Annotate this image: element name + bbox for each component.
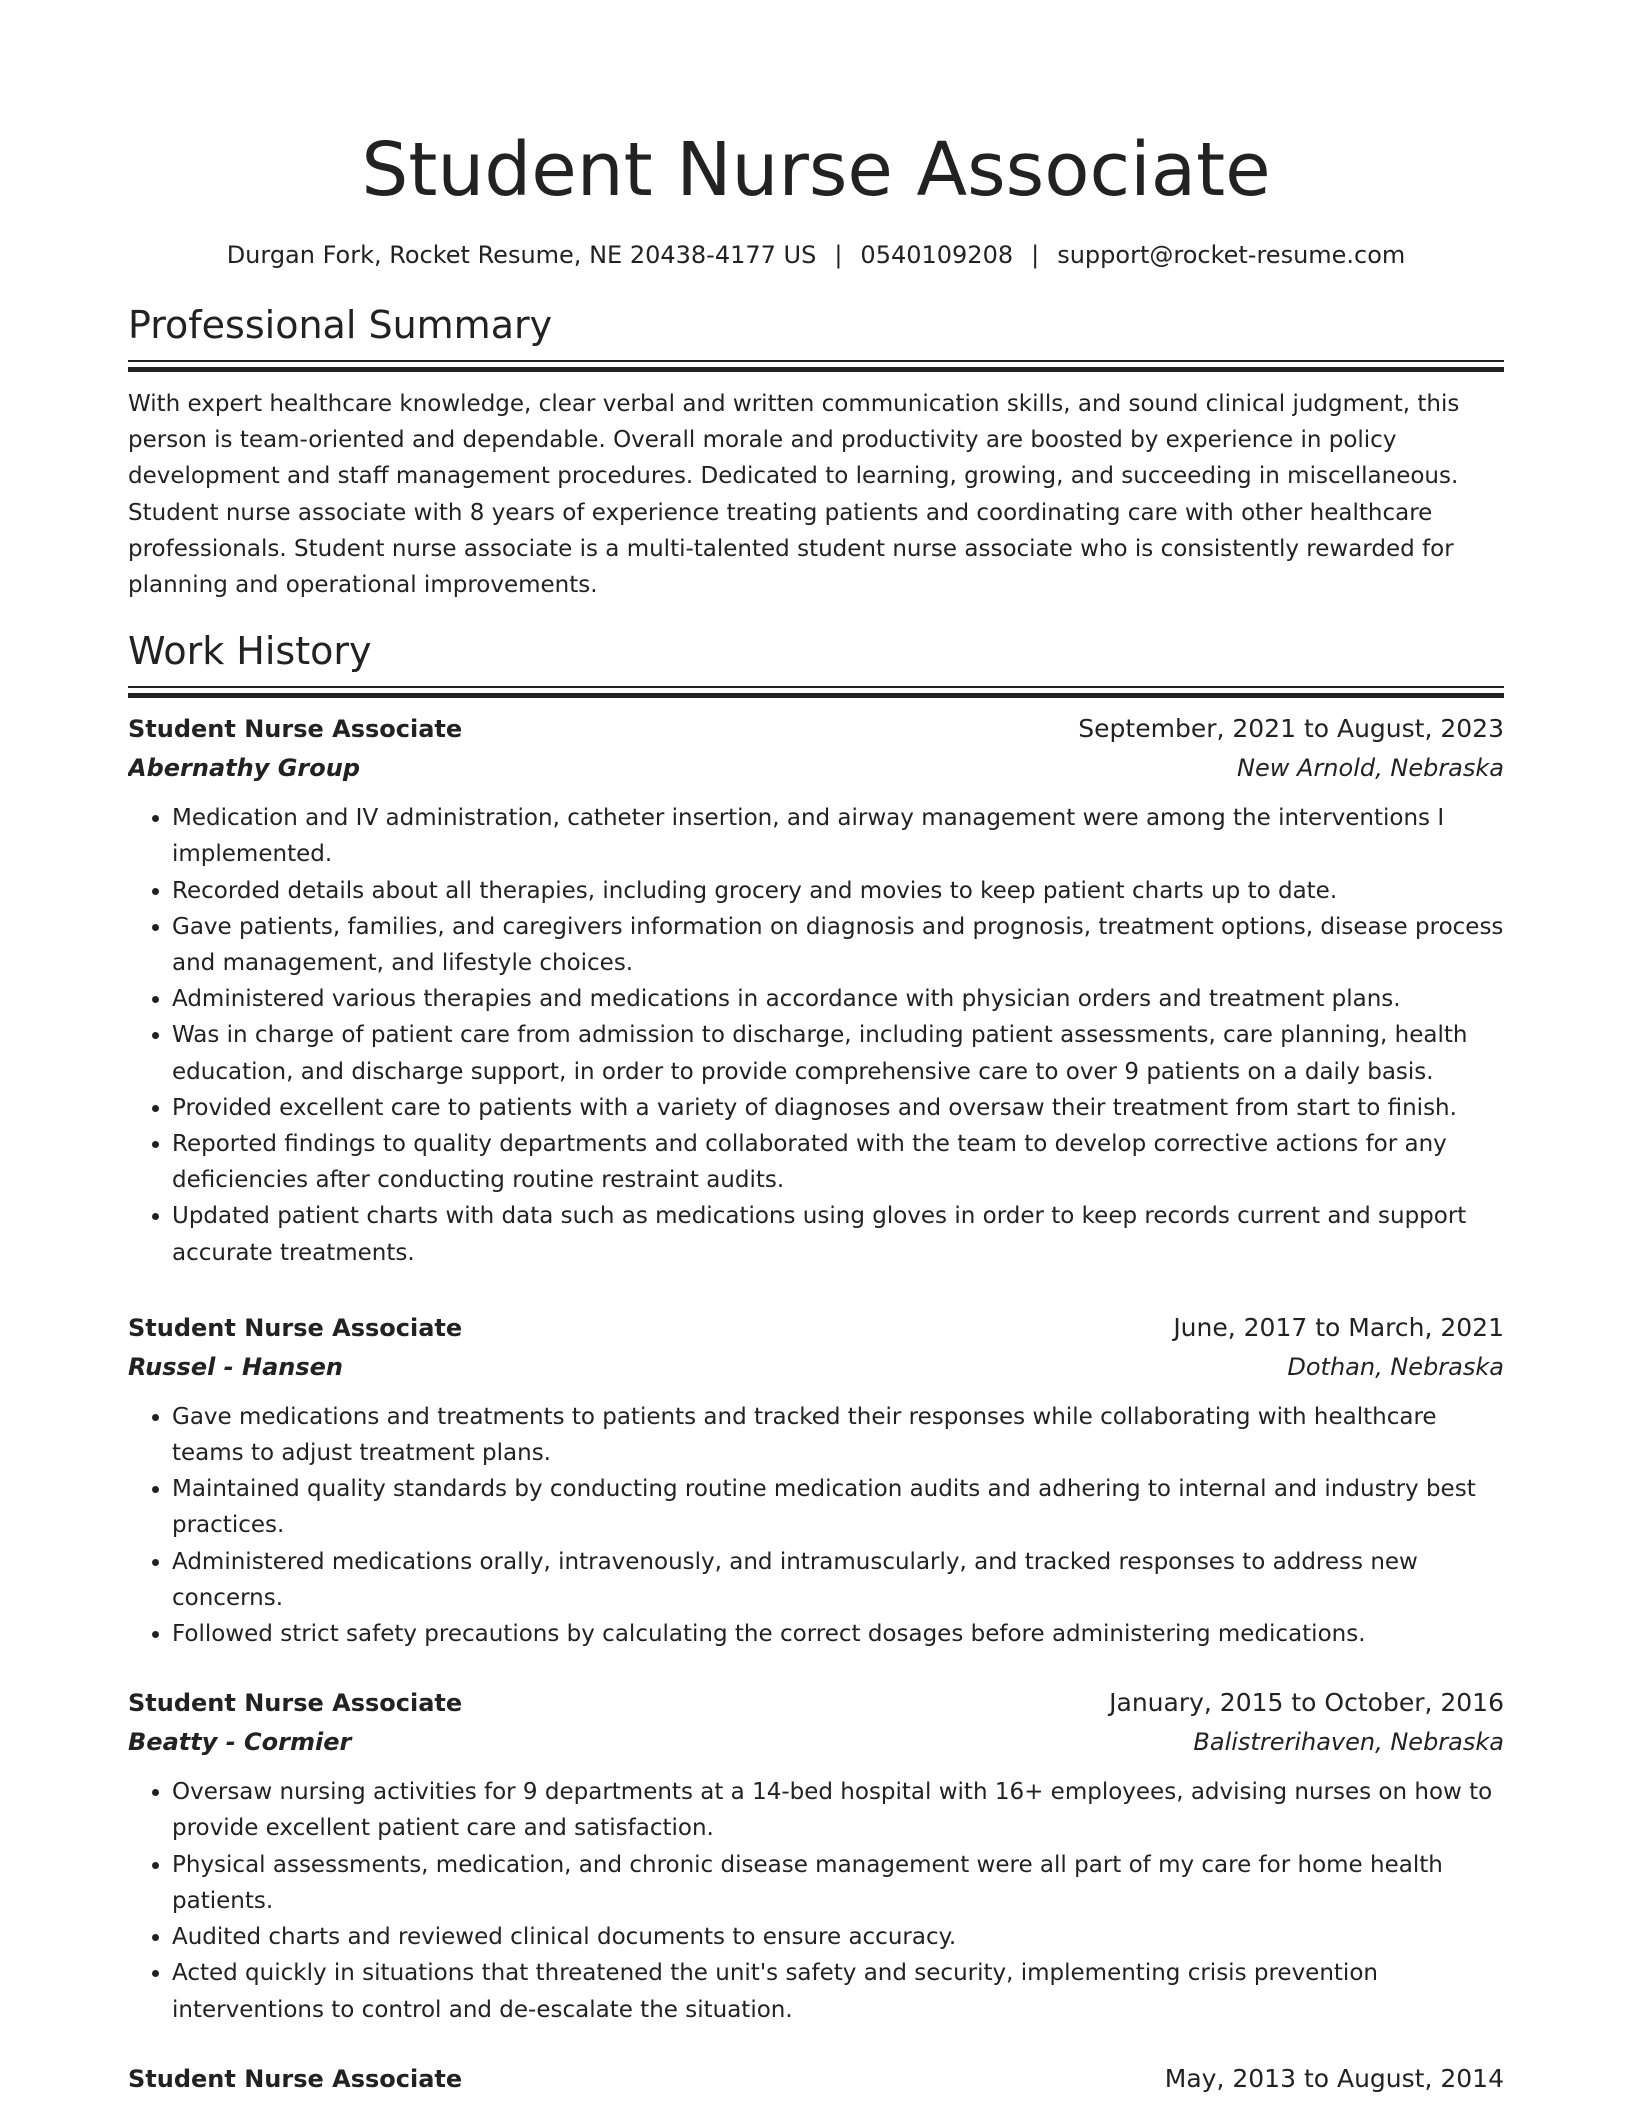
section-divider: [128, 686, 1504, 688]
job-bullet: • Provided excellent care to patients with a variety of diagnoses and oversaw their treatment from start to finish.: [172, 1090, 1504, 1126]
job-bullet: • Medication and IV administration, catheter insertion, and airway management were among the interventions I implemented.: [172, 800, 1504, 872]
summary-section: [128, 300, 1504, 603]
job-bullet: • Administered various therapies and medications in accordance with physician orders and treatment plans.: [172, 981, 1504, 1017]
job-bullet: • Maintained quality standards by conducting routine medication audits and adhering to internal and industry best practices.: [172, 1471, 1504, 1543]
job-bullet: • Administered medications orally, intravenously, and intramuscularly, and tracked responses to address new concerns.: [172, 1544, 1504, 1616]
contact-email: support@rocket-resume.com: [1057, 241, 1406, 269]
job-company-row: [128, 748, 1504, 788]
job-location: New Arnold, Nebraska: [1237, 754, 1504, 783]
job-entry: [128, 710, 1504, 1271]
job-company: Abernathy Group: [128, 754, 360, 783]
contact-separator: |: [834, 241, 843, 269]
job-title: Student Nurse Associate: [128, 1313, 463, 1342]
summary-text: With expert healthcare knowledge, clear verbal and written communication skills, and sound clinical judgment, this person is team-oriented and dependable. Overall morale and productivity are boosted by experience in policy development and staff management procedures. Dedicated to learning, growing, and succeeding in miscellaneous. Student nurse associate with 8 years of experience treating patients and coordinating care with other healthcare professionals. Student nurse associate is a multi-talented student nurse associate who is consistently rewarded for planning and operational improvements.: [128, 391, 1460, 599]
job-header-row: [128, 2060, 1504, 2098]
job-header-row: [128, 1684, 1504, 1722]
job-bullet: • Was in charge of patient care from admission to discharge, including patient assessments, care planning, health education, and discharge support, in order to provide comprehensive care to over 9 patients on a daily basis.: [172, 1017, 1504, 1089]
job-dates: January, 2015 to October, 2016: [1109, 1688, 1504, 1718]
job-entry: [128, 2060, 1504, 2098]
job-bullet: • Physical assessments, medication, and chronic disease management were all part of my care for home health patients.: [172, 1847, 1504, 1919]
job-location: Balistrerihaven, Nebraska: [1193, 1728, 1504, 1757]
job-bullet-list: [128, 1774, 1504, 2027]
contact-separator: |: [1031, 241, 1040, 269]
job-entry: [128, 1309, 1504, 1652]
job-bullet: • Recorded details about all therapies, including grocery and movies to keep patient charts up to date.: [172, 873, 1504, 909]
job-location: Dothan, Nebraska: [1287, 1352, 1504, 1381]
job-bullet: • Followed strict safety precautions by calculating the correct dosages before administering medications.: [172, 1616, 1504, 1652]
job-title: Student Nurse Associate: [128, 2064, 463, 2093]
job-entry: [128, 1684, 1504, 2027]
job-title: Student Nurse Associate: [128, 715, 463, 744]
job-bullet: • Reported findings to quality departments and collaborated with the team to develop corrective actions for any deficiencies after conducting routine restraint audits.: [172, 1126, 1504, 1198]
section-divider: [128, 360, 1504, 362]
job-bullet: • Audited charts and reviewed clinical documents to ensure accuracy.: [172, 1919, 1504, 1955]
contact-line: [128, 238, 1504, 272]
job-bullet: • Oversaw nursing activities for 9 departments at a 14-bed hospital with 16+ employees, advising nurses on how to provide excellent patient care and satisfaction.: [172, 1774, 1504, 1846]
resume-name: Student Nurse Associate: [361, 127, 1271, 213]
job-bullet: • Acted quickly in situations that threatened the unit's safety and security, implementing crisis prevention interventions to control and de-escalate the situation.: [172, 1955, 1504, 2027]
job-dates: May, 2013 to August, 2014: [1164, 2063, 1504, 2093]
contact-phone: 0540109208: [860, 241, 1014, 269]
job-bullet-list: [128, 1399, 1504, 1652]
job-company-row: [128, 1347, 1504, 1387]
job-bullet: • Gave patients, families, and caregivers information on diagnosis and prognosis, treatment options, disease process and management, and lifestyle choices.: [172, 909, 1504, 981]
job-header-row: [128, 1309, 1504, 1347]
work-history-heading: Work History: [128, 629, 372, 674]
job-header-row: [128, 710, 1504, 748]
job-dates: June, 2017 to March, 2021: [1173, 1312, 1504, 1342]
job-company: Beatty - Cormier: [128, 1728, 352, 1757]
work-history-section: [128, 626, 1504, 2097]
contact-address: Durgan Fork, Rocket Resume, NE 20438-4177 US: [226, 241, 817, 269]
job-bullet: • Gave medications and treatments to patients and tracked their responses while collaborating with healthcare teams to adjust treatment plans.: [172, 1399, 1504, 1471]
job-company-row: [128, 1722, 1504, 1762]
job-title: Student Nurse Associate: [128, 1689, 463, 1718]
job-dates: September, 2021 to August, 2023: [1078, 714, 1504, 744]
job-bullet: • Updated patient charts with data such as medications using gloves in order to keep records current and support accurate treatments.: [172, 1198, 1504, 1270]
resume-page: [128, 0, 1504, 2112]
job-bullet-list: [128, 800, 1504, 1271]
job-company: Russel - Hansen: [128, 1352, 344, 1381]
summary-heading: Professional Summary: [128, 303, 553, 347]
